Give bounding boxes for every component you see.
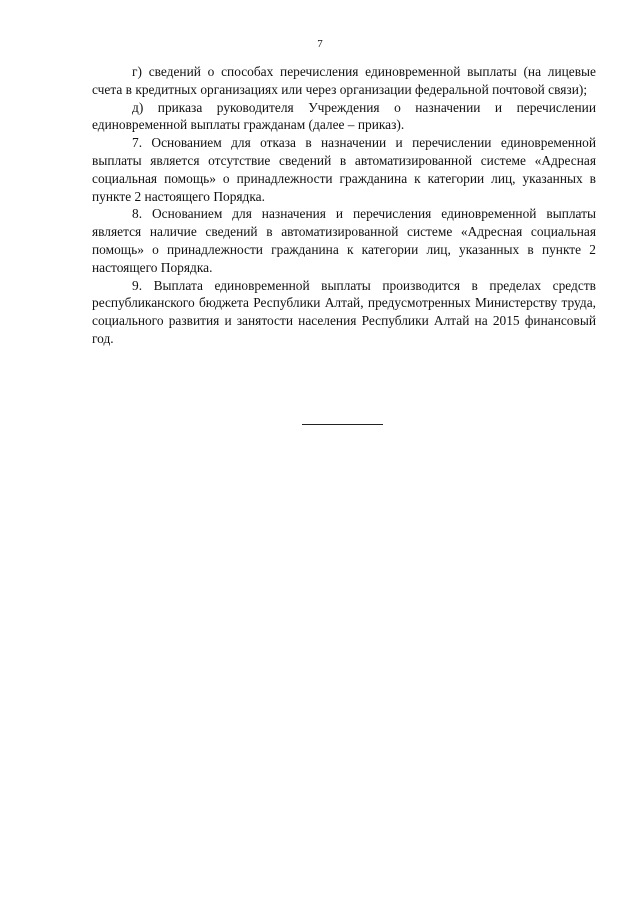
page-number: 7 [317, 38, 323, 50]
paragraph-9-funding-source: 9. Выплата единовременной выплаты производится в пределах средств республиканского бюджета Республики Алтай, предусмотренных Министерству труда, социального развития и занятости населения Республики Алтай на 2015 финансовый год. [92, 277, 596, 346]
end-separator-line [302, 424, 383, 425]
paragraph-g-payment-methods: г) сведений о способах перечисления единовременной выплаты (на лицевые счета в кредитных организациях или через организации федеральной почтовой связи); [92, 64, 596, 97]
document-body [92, 63, 596, 348]
paragraph-7-refusal-grounds: 7. Основанием для отказа в назначении и перечислении единовременной выплаты является отсутствие сведений в автоматизированной системе «Адресная социальная помощь» о принадлежности гражданина к категории лиц, указанных в пункте 2 настоящего Порядка. [92, 135, 596, 204]
paragraph-8-assignment-grounds: 8. Основанием для назначения и перечисления единовременной выплаты является наличие сведений в автоматизированной системе «Адресная социальная помощь» о принадлежности гражданина к категории лиц, указанных в пункте 2 настоящего Порядка. [92, 206, 596, 275]
paragraph-d-director-order: д) приказа руководителя Учреждения о назначении и перечислении единовременной выплаты гражданам (далее – приказ). [92, 99, 596, 133]
